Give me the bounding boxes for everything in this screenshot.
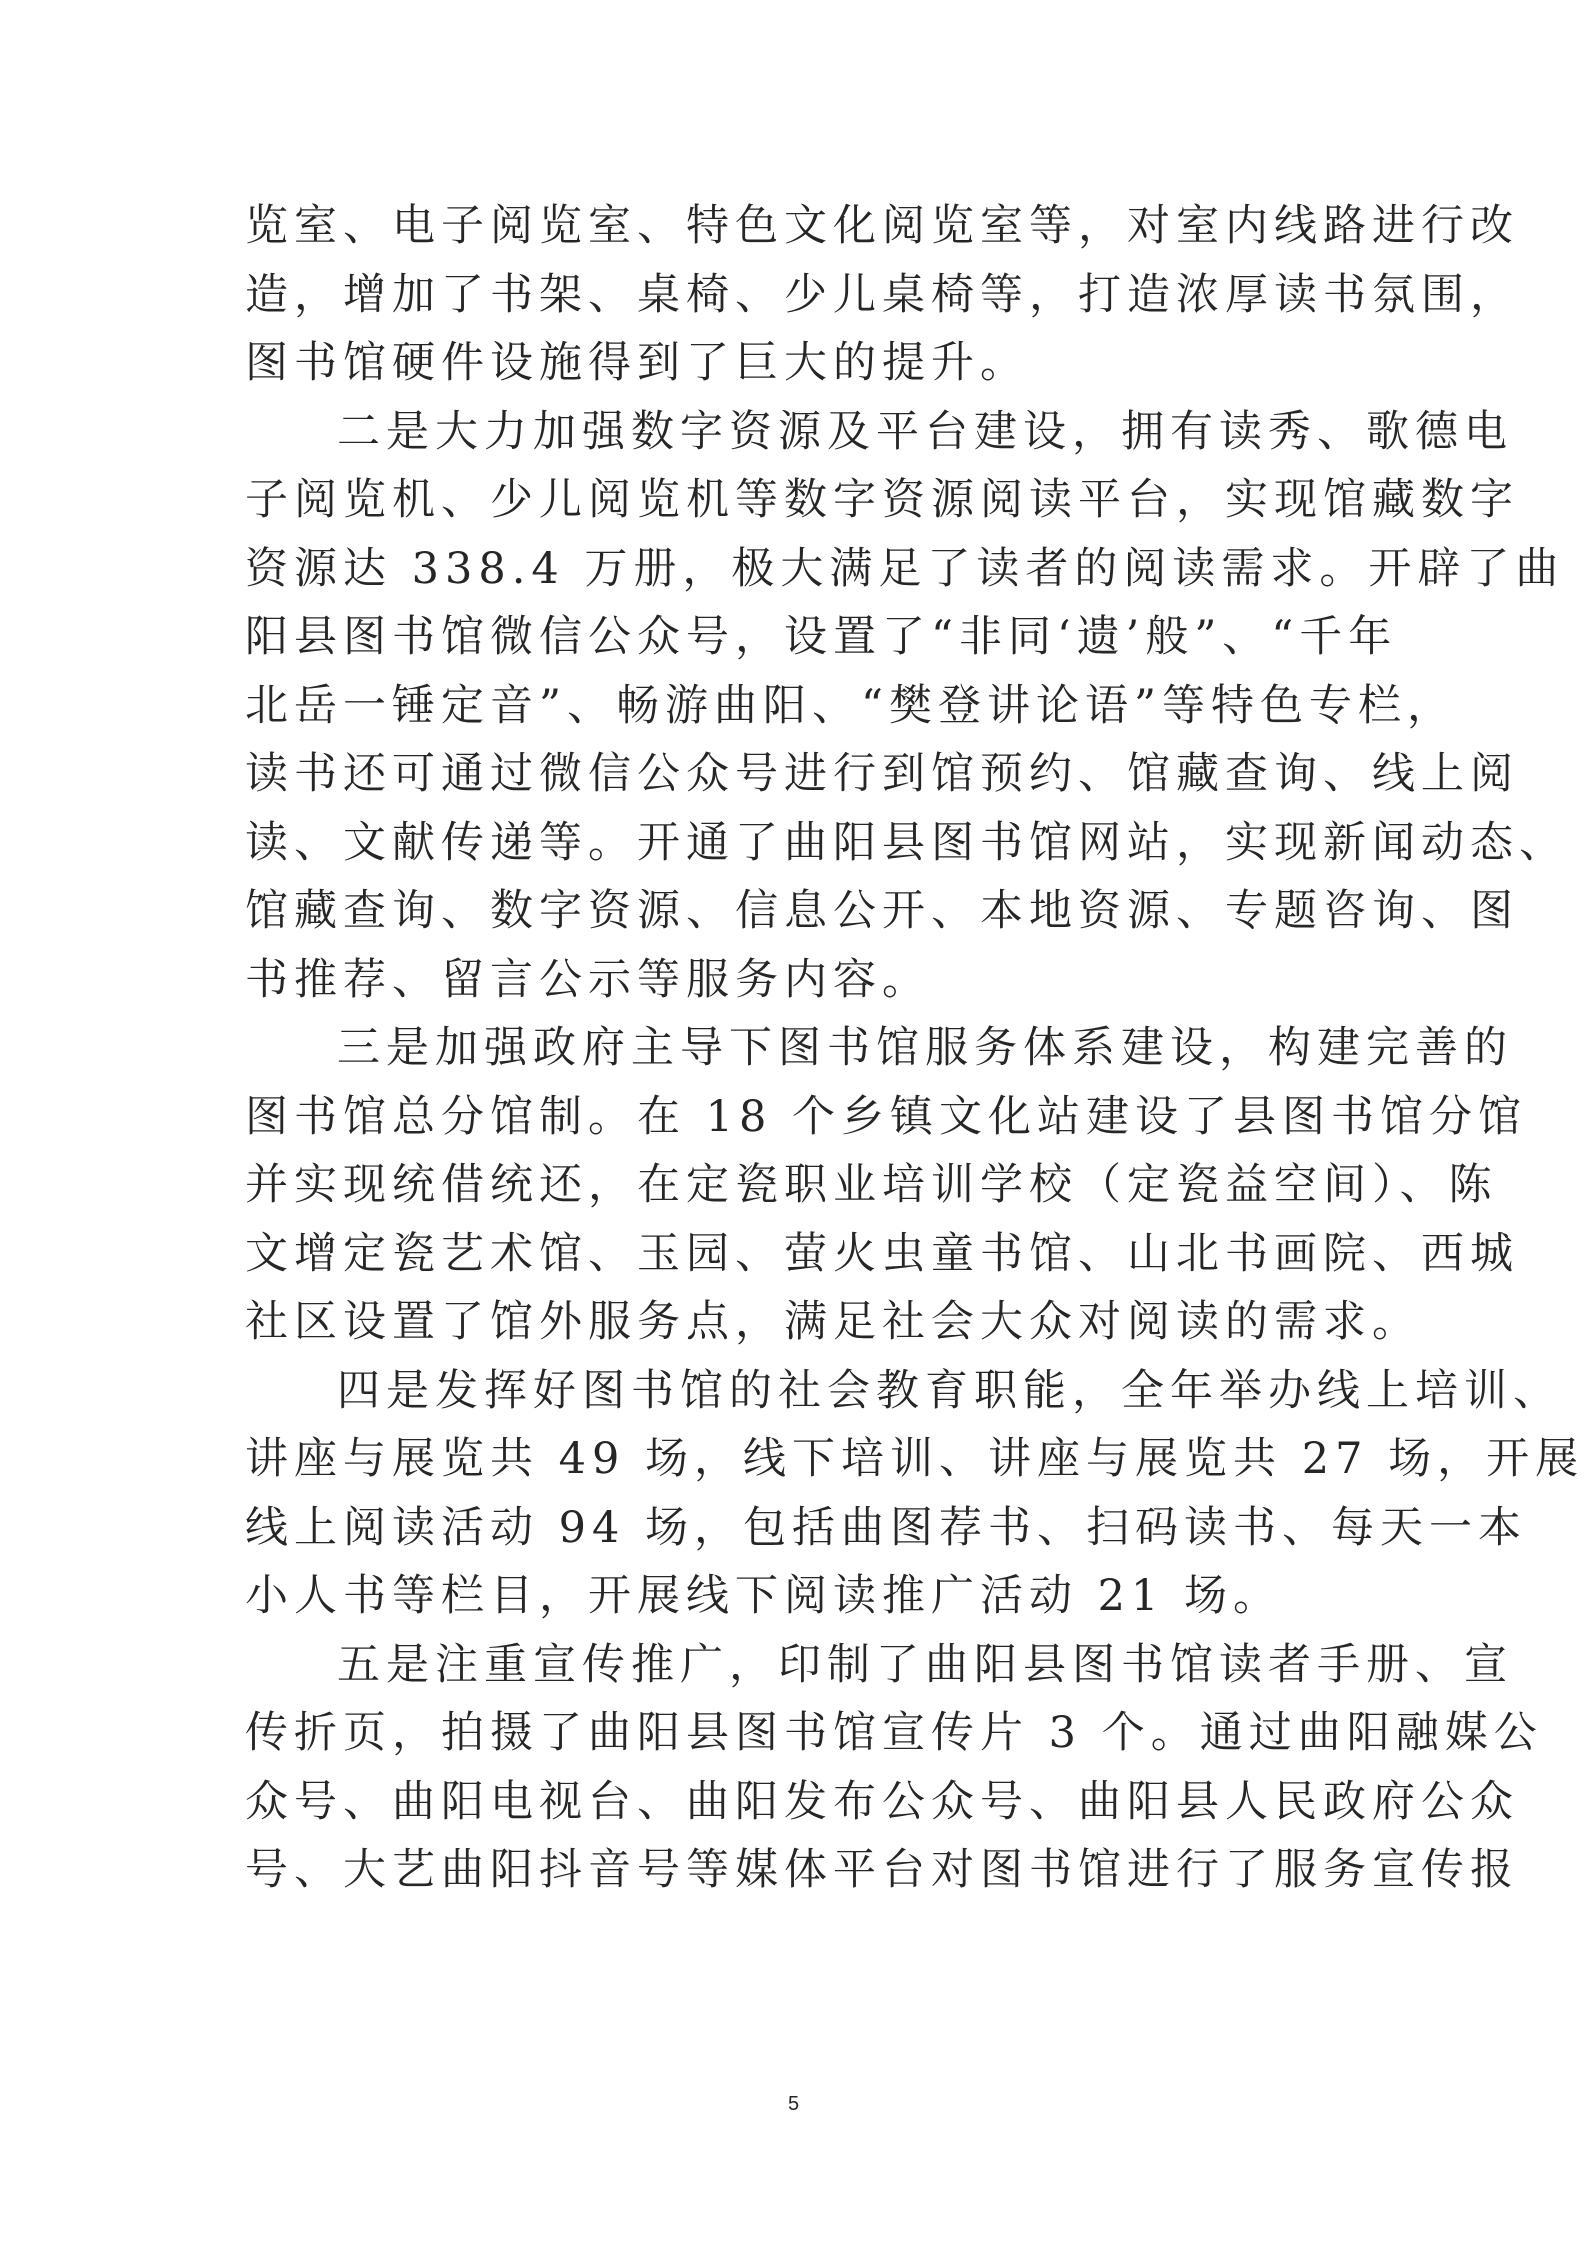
- text-line: 子阅览机、少儿阅览机等数字资源阅读平台，实现馆藏数字: [245, 475, 1519, 525]
- text-line: 社区设置了馆外服务点，满足社会大众对阅读的需求。: [245, 1297, 1421, 1347]
- body-text: [245, 192, 1585, 1905]
- text-line: 造，增加了书架、桌椅、少儿桌椅等，打造浓厚读书氛围，: [245, 269, 1519, 320]
- text-line: 北岳一锤定音”、畅游曲阳、“樊登讲论语”等特色专栏，: [245, 680, 1456, 731]
- text-line: 文增定瓷艺术馆、玉园、萤火虫童书馆、山北书画院、西城: [245, 1228, 1519, 1279]
- text-line: 览室、电子阅览室、特色文化阅览室等，对室内线路进行改: [245, 201, 1519, 251]
- paragraph-start-line: 三是加强政府主导下图书馆服务体系建设，构建完善的: [337, 1023, 1513, 1073]
- paragraph-start-line: 二是大力加强数字资源及平台建设，拥有读秀、歌德电: [337, 406, 1513, 457]
- text-line: 读、文献传递等。开通了曲阳县图书馆网站，实现新闻动态、: [245, 817, 1568, 868]
- text-line: 讲座与展览共 49 场，线下培训、讲座与展览共 27 场，开展: [245, 1434, 1585, 1484]
- text-line: 众号、曲阳电视台、曲阳发布公众号、曲阳县人民政府公众: [245, 1776, 1519, 1827]
- paragraph-start-line: 五是注重宣传推广，印制了曲阳县图书馆读者手册、宣: [337, 1639, 1513, 1690]
- text-line: 传折页，拍摄了曲阳县图书馆宣传片 3 个。通过曲阳融媒公: [245, 1708, 1543, 1758]
- page-number: 5: [787, 2093, 800, 2115]
- text-line: 图书馆硬件设施得到了巨大的提升。: [245, 338, 1029, 388]
- text-line: 图书馆总分馆制。在 18 个乡镇文化站建设了县图书馆分馆: [245, 1091, 1528, 1142]
- text-line: 号、大艺曲阳抖音号等媒体平台对图书馆进行了服务宣传报: [245, 1845, 1519, 1895]
- text-line: 资源达 338.4 万册，极大满足了读者的阅读需求。开辟了曲: [245, 543, 1565, 594]
- paragraph-start-line: 四是发挥好图书馆的社会教育职能，全年举办线上培训、: [337, 1365, 1562, 1416]
- text-line: 线上阅读活动 94 场，包括曲图荐书、扫码读书、每天一本: [245, 1502, 1528, 1553]
- text-line: 馆藏查询、数字资源、信息公开、本地资源、专题咨询、图: [245, 886, 1519, 936]
- text-line: 读书还可通过微信公众号进行到馆预约、馆藏查询、线上阅: [245, 749, 1519, 799]
- text-line: 小人书等栏目，开展线下阅读推广活动 21 场。: [245, 1571, 1283, 1621]
- text-line: 阳县图书馆微信公众号，设置了“非同‘遗’般”、“千年: [245, 612, 1398, 662]
- text-line: 书推荐、留言公示等服务内容。: [245, 954, 931, 1005]
- text-line: 并实现统借统还，在定瓷职业培训学校（定瓷益空间）、陈: [245, 1160, 1498, 1210]
